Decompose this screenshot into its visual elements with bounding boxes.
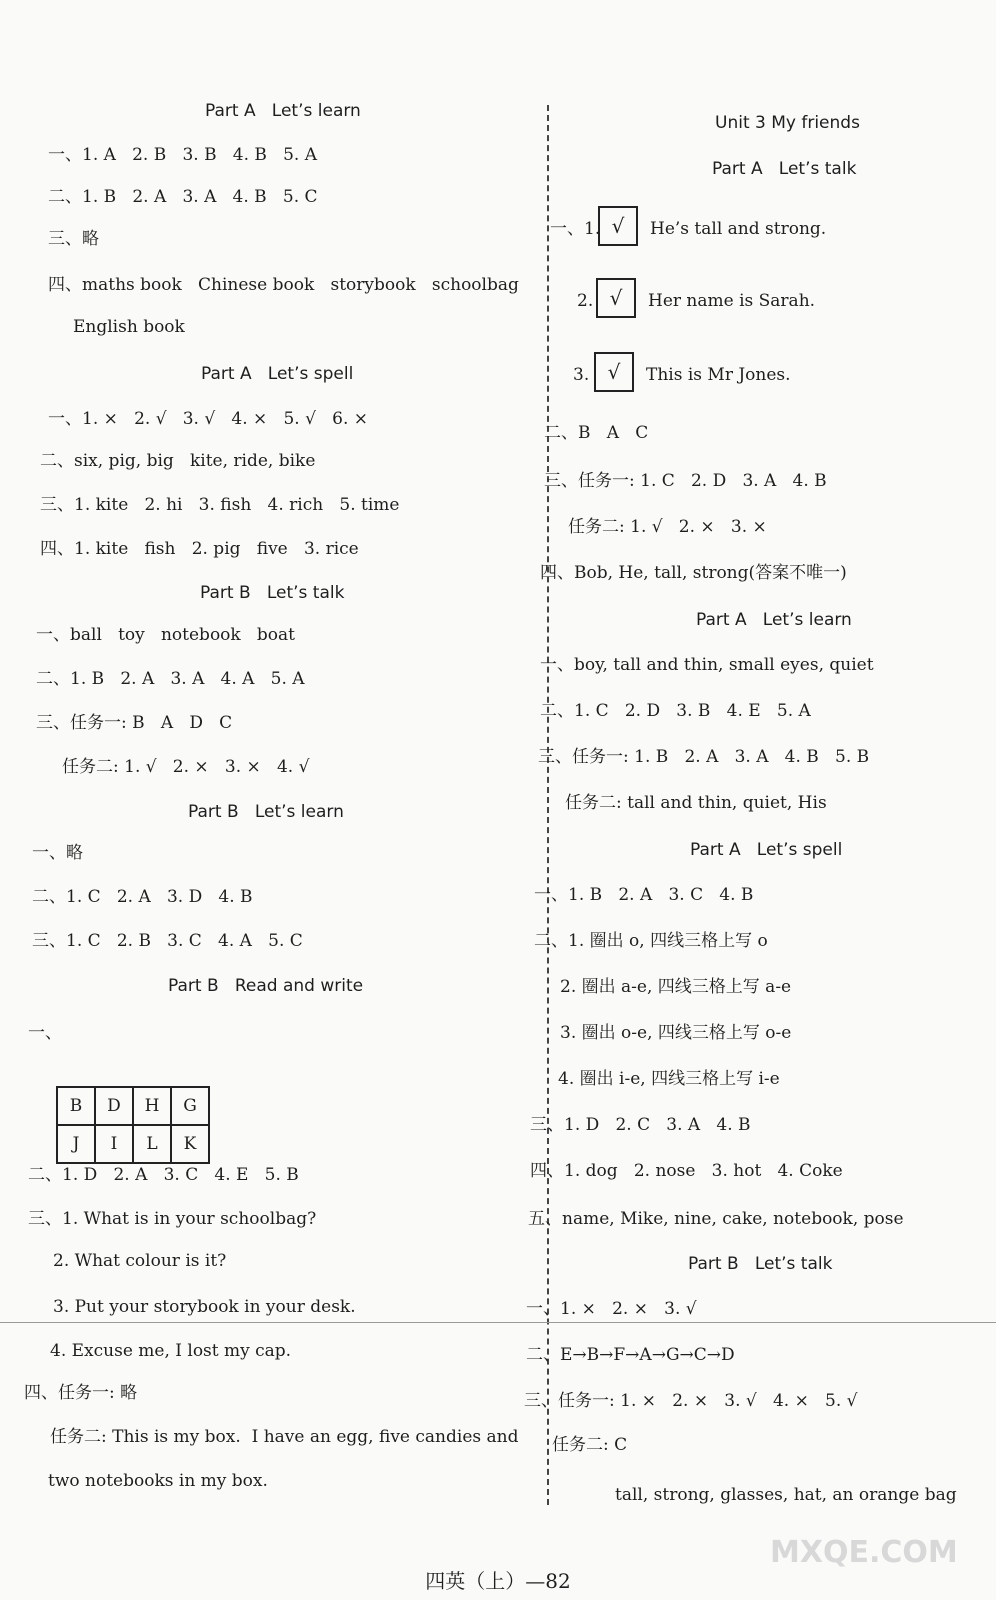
answer-line: 三、1. What is in your schoolbag? <box>28 1209 317 1229</box>
section-heading: Part B Let’s learn <box>188 802 344 822</box>
answer-line: 二、1. 圈出 o, 四线三格上写 o <box>534 931 768 951</box>
answer-line: 二、1. D 2. A 3. C 4. E 5. B <box>28 1165 299 1185</box>
section-heading: Part B Let’s talk <box>688 1254 833 1274</box>
answer-line: 2. <box>577 291 594 311</box>
answer-line: 任务二: 1. √ 2. × 3. × 4. √ <box>62 757 310 777</box>
answer-line: 三、1. D 2. C 3. A 4. B <box>530 1115 751 1135</box>
grid-cell: J <box>57 1125 95 1163</box>
answer-line: 任务二: This is my box. I have an egg, five candies and <box>50 1427 519 1447</box>
answer-line: 二、1. B 2. A 3. A 4. A 5. A <box>36 669 305 689</box>
answer-line: 三、1. kite 2. hi 3. fish 4. rich 5. time <box>40 495 400 515</box>
answer-line: English book <box>73 317 185 337</box>
answer-line: 一、boy, tall and thin, small eyes, quiet <box>540 655 874 675</box>
answer-line: 二、six, pig, big kite, ride, bike <box>40 451 316 471</box>
section-heading: Part A Let’s spell <box>201 364 354 384</box>
answer-line: 4. 圈出 i-e, 四线三格上写 i-e <box>558 1069 780 1089</box>
answer-line: He’s tall and strong. <box>650 219 827 239</box>
scan-line <box>0 1322 996 1323</box>
answer-line: This is Mr Jones. <box>646 365 791 385</box>
answer-line: 三、略 <box>48 229 99 249</box>
page-footer: 四英（上）—82 <box>425 1569 571 1593</box>
grid-cell: B <box>57 1087 95 1125</box>
check-box: √ <box>594 352 634 392</box>
answer-line: 4. Excuse me, I lost my cap. <box>50 1341 292 1361</box>
grid-cell: G <box>171 1087 209 1125</box>
watermark: MXQE.COM <box>770 1535 958 1570</box>
column-divider <box>547 105 549 1505</box>
unit-title: Unit 3 My friends <box>715 113 860 133</box>
answer-line: 五、name, Mike, nine, cake, notebook, pose <box>528 1209 904 1229</box>
answer-line: 2. 圈出 a-e, 四线三格上写 a-e <box>560 977 792 997</box>
answer-line: 四、maths book Chinese book storybook schoolbag <box>48 275 519 295</box>
answer-line: 一、ball toy notebook boat <box>36 625 296 645</box>
answer-line: 二、1. C 2. D 3. B 4. E 5. A <box>540 701 811 721</box>
grid-cell: D <box>95 1087 133 1125</box>
answer-line: 3. Put your storybook in your desk. <box>53 1297 356 1317</box>
answer-line: Her name is Sarah. <box>648 291 816 311</box>
answer-line: 任务二: C <box>552 1435 628 1455</box>
answer-line: 二、E→B→F→A→G→C→D <box>526 1345 735 1365</box>
answer-line: 三、1. C 2. B 3. C 4. A 5. C <box>32 931 303 951</box>
grid-cell: I <box>95 1125 133 1163</box>
section-heading: Part A Let’s learn <box>205 101 361 121</box>
answer-line: 三、任务一: 1. B 2. A 3. A 4. B 5. B <box>538 747 870 767</box>
check-box: √ <box>598 206 638 246</box>
letter-grid <box>56 1086 210 1164</box>
answer-line: 二、B A C <box>544 423 649 443</box>
answer-line: 3. 圈出 o-e, 四线三格上写 o-e <box>560 1023 792 1043</box>
answer-line: 四、Bob, He, tall, strong(答案不唯一) <box>540 563 847 583</box>
answer-line: 一、略 <box>32 843 83 863</box>
answer-line: 一、1. A 2. B 3. B 4. B 5. A <box>48 145 317 165</box>
answer-line: 四、任务一: 略 <box>24 1383 138 1403</box>
answer-line: 任务二: 1. √ 2. × 3. × <box>568 517 767 537</box>
answer-line: 三、任务一: B A D C <box>36 713 233 733</box>
answer-line: 四、1. kite fish 2. pig five 3. rice <box>40 539 359 559</box>
answer-line: 2. What colour is it? <box>53 1251 227 1271</box>
answer-line: 一、1. B 2. A 3. C 4. B <box>534 885 754 905</box>
section-heading: Part A Let’s learn <box>696 610 852 630</box>
section-heading: Part B Read and write <box>168 976 364 996</box>
answer-line: tall, strong, glasses, hat, an orange bag <box>615 1485 957 1505</box>
answer-line: 一、 <box>28 1023 62 1043</box>
check-box: √ <box>596 278 636 318</box>
answer-line: 一、1. × 2. × 3. √ <box>526 1299 697 1319</box>
answer-line: 一、1. × 2. √ 3. √ 4. × 5. √ 6. × <box>48 409 369 429</box>
grid-cell: H <box>133 1087 171 1125</box>
answer-line: 二、1. B 2. A 3. A 4. B 5. C <box>48 187 318 207</box>
grid-cell: L <box>133 1125 171 1163</box>
section-heading: Part A Let’s spell <box>690 840 843 860</box>
answer-line: 三、任务一: 1. C 2. D 3. A 4. B <box>544 471 827 491</box>
section-heading: Part A Let’s talk <box>712 159 857 179</box>
answer-line: two notebooks in my box. <box>48 1471 268 1491</box>
answer-line: 三、任务一: 1. × 2. × 3. √ 4. × 5. √ <box>524 1391 858 1411</box>
answer-line: 3. <box>573 365 590 385</box>
answer-line: 二、1. C 2. A 3. D 4. B <box>32 887 253 907</box>
answer-line: 一、1. <box>550 219 601 239</box>
answer-line: 四、1. dog 2. nose 3. hot 4. Coke <box>530 1161 843 1181</box>
section-heading: Part B Let’s talk <box>200 583 345 603</box>
grid-cell: K <box>171 1125 209 1163</box>
answer-line: 任务二: tall and thin, quiet, His <box>565 793 827 813</box>
